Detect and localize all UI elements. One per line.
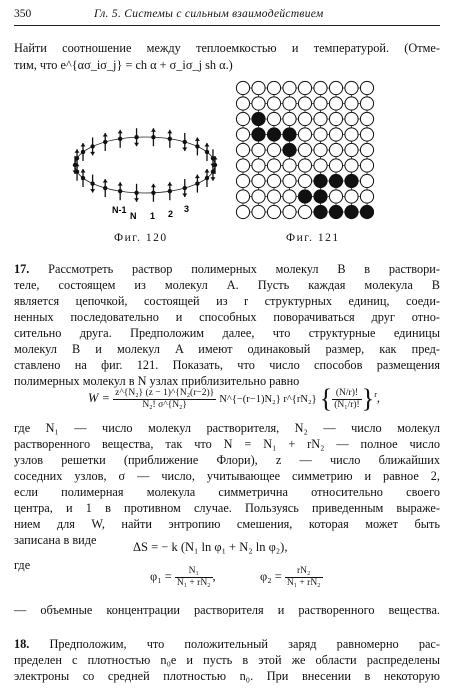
- solvent-site: [298, 159, 311, 172]
- problem-17-line-13: если полимерная молекула симметрична относительно своего: [14, 485, 440, 499]
- formula-w-brace-fraction: [332, 388, 361, 411]
- spin-site: [118, 189, 122, 193]
- formula-phi-2: [260, 566, 323, 589]
- problem-18-text-1: Предположим, что положительный заряд равномерно рас-: [49, 637, 440, 651]
- phi-2-numerator: rN₂: [285, 566, 323, 578]
- spin-up-arrowhead: [81, 143, 86, 147]
- spin-up-arrowhead: [151, 128, 156, 132]
- problem-17-line-6: молекул B и молекул A имеют одинаковый размер, как пред-: [14, 342, 440, 356]
- spin-site: [81, 150, 85, 154]
- solvent-site: [267, 81, 280, 94]
- solvent-site: [252, 81, 265, 94]
- problem-17-line-1: [14, 261, 440, 277]
- solvent-site: [267, 112, 280, 125]
- solvent-site: [345, 190, 358, 203]
- spin-up-arrowhead: [151, 184, 156, 187]
- solvent-site: [283, 81, 296, 94]
- polymer-site: [360, 205, 373, 218]
- spin-up-arrowhead: [118, 130, 123, 134]
- spin-down-arrowhead: [90, 152, 95, 155]
- spin-up-arrowhead: [167, 130, 172, 134]
- spin-up-arrowhead: [204, 143, 209, 147]
- spin-up-arrowhead: [75, 149, 80, 153]
- spin-site: [211, 156, 215, 160]
- solvent-site: [314, 128, 327, 141]
- spin-site: [205, 176, 209, 180]
- ring-label-n-minus-1: N-1: [112, 205, 127, 215]
- spin-down-arrowhead: [182, 147, 187, 151]
- header-rule: [14, 25, 440, 26]
- solvent-site: [360, 81, 373, 94]
- spin-down-arrowhead: [210, 177, 215, 181]
- spin-site: [211, 170, 215, 174]
- formula-w-denominator: N₂! σ^{N₂}: [142, 399, 187, 410]
- ring-label-n: N: [130, 211, 137, 221]
- solvent-site: [236, 143, 249, 156]
- solvent-site: [329, 159, 342, 172]
- figure-121-caption: Фиг. 121: [286, 232, 340, 244]
- solvent-site: [252, 174, 265, 187]
- phi-2-lhs: φ₂ =: [260, 569, 282, 584]
- phi-1-denominator: N₁ + rN₂: [176, 578, 211, 588]
- figure-121-lattice: [235, 80, 375, 220]
- problem-17-where: где: [14, 558, 31, 572]
- formula-phi-1: [150, 566, 216, 589]
- spin-site: [205, 150, 209, 154]
- polymer-site: [329, 174, 342, 187]
- spin-up-arrowhead: [81, 169, 86, 173]
- problem-17-line-12: соседних узлов, σ — число, учитывающее симметрию и равное 2,: [14, 469, 440, 483]
- solvent-site: [329, 97, 342, 110]
- spin-site: [195, 181, 199, 185]
- solvent-site: [298, 97, 311, 110]
- spin-site: [183, 140, 187, 144]
- formula-w-right-brace: }: [361, 384, 375, 413]
- spin-up-arrowhead: [118, 182, 123, 186]
- figure-120-caption: Фиг. 120: [114, 232, 168, 244]
- running-header: [14, 8, 440, 26]
- spin-site: [183, 186, 187, 190]
- solvent-site: [360, 112, 373, 125]
- intro-line-2: тим, что e^{ασ_iσ_j} = ch α + σ_iσ_j sh α.): [14, 58, 233, 72]
- ring-label-1: 1: [150, 211, 156, 221]
- solvent-site: [283, 112, 296, 125]
- solvent-site: [345, 159, 358, 172]
- problem-18-number: 18.: [14, 637, 30, 651]
- spin-down-arrowhead: [182, 194, 187, 198]
- spin-site: [118, 137, 122, 141]
- problem-17-line-10: растворенного вещества, так что N = N₁ + rN₂ — полное число: [14, 437, 440, 451]
- polymer-site: [252, 128, 265, 141]
- polymer-site: [283, 143, 296, 156]
- spin-site: [103, 186, 107, 190]
- solvent-site: [298, 174, 311, 187]
- solvent-site: [360, 128, 373, 141]
- solvent-site: [360, 97, 373, 110]
- spin-site: [90, 181, 94, 185]
- problem-17-line-8: полимерных молекул в N узлах приблизительно равно: [14, 374, 300, 388]
- solvent-site: [252, 97, 265, 110]
- solvent-site: [252, 159, 265, 172]
- formula-w-comma: ,: [376, 390, 380, 405]
- formula-w-middle: N^{−(r−1)N₂} r^{rN₂}: [219, 393, 317, 405]
- solvent-site: [236, 205, 249, 218]
- problem-17-line-7: ставлено на фиг. 121. Показать, что число способов размещения: [14, 358, 440, 372]
- solvent-site: [298, 205, 311, 218]
- problem-17-text-1: Рассмотреть раствор полимерных молекул B в раствори-: [48, 262, 440, 276]
- solvent-site: [298, 143, 311, 156]
- polymer-site: [283, 128, 296, 141]
- polymer-site: [298, 190, 311, 203]
- solvent-site: [298, 81, 311, 94]
- polymer-site: [329, 205, 342, 218]
- formula-w-left-brace: {: [319, 384, 333, 413]
- problem-17-tail: — объемные концентрации растворителя и растворенного вещества.: [14, 603, 440, 617]
- solvent-site: [345, 143, 358, 156]
- solvent-site: [314, 112, 327, 125]
- solvent-site: [267, 159, 280, 172]
- phi-1-lhs: φ₁ =: [150, 569, 172, 584]
- intro-line-1: Найти соотношение между теплоемкостью и температурой. (Отме-: [14, 41, 440, 55]
- problem-17-line-14: центра, и 1 в противном случае. Пользуясь приведенным выраже-: [14, 501, 440, 515]
- solvent-site: [298, 112, 311, 125]
- solvent-site: [236, 81, 249, 94]
- solvent-site: [283, 190, 296, 203]
- solvent-site: [314, 81, 327, 94]
- problem-17-line-2: теле, состоящем из молекул A. Пусть каждая молекула B: [14, 278, 440, 292]
- solvent-site: [283, 97, 296, 110]
- problem-17-line-11: узлов решетки (приближение Флори), z — число ближайших: [14, 453, 440, 467]
- polymer-site: [252, 112, 265, 125]
- spin-down-arrowhead: [90, 189, 95, 193]
- spin-down-arrowhead: [134, 198, 139, 202]
- spin-up-arrowhead: [103, 179, 108, 183]
- polymer-site: [345, 205, 358, 218]
- lattice-sites: [236, 81, 373, 218]
- ring-label-3: 3: [184, 204, 190, 214]
- solvent-site: [236, 128, 249, 141]
- solvent-site: [314, 159, 327, 172]
- solvent-site: [329, 112, 342, 125]
- solvent-site: [329, 81, 342, 94]
- solvent-site: [329, 128, 342, 141]
- spin-site: [134, 135, 138, 139]
- formula-w-power: r: [374, 389, 377, 399]
- solvent-site: [314, 97, 327, 110]
- solvent-site: [252, 205, 265, 218]
- phi-1-comma: ,: [212, 569, 216, 584]
- ring-label-2: 2: [168, 209, 174, 219]
- spin-site: [151, 135, 155, 139]
- phi-1-fraction: [175, 566, 213, 589]
- problem-18-line-1: [14, 636, 440, 652]
- solvent-site: [236, 97, 249, 110]
- spin-site: [90, 144, 94, 148]
- solvent-site: [267, 190, 280, 203]
- solvent-site: [329, 190, 342, 203]
- formula-w-fraction: [113, 388, 216, 411]
- spin-site: [168, 189, 172, 193]
- problem-17-line-4: ненных последовательно и способных поворачиваться друг отно-: [14, 310, 440, 324]
- solvent-site: [360, 143, 373, 156]
- polymer-site: [345, 174, 358, 187]
- solvent-site: [360, 159, 373, 172]
- solvent-site: [252, 143, 265, 156]
- spin-ring: [73, 128, 218, 202]
- ring-labels: [112, 204, 189, 221]
- solvent-site: [252, 190, 265, 203]
- solvent-site: [345, 97, 358, 110]
- phi-2-fraction: [285, 566, 323, 589]
- problem-17-line-5: сительно друга. Предположим далее, что структурные единицы: [14, 326, 440, 340]
- problem-17-line-16: записана в виде: [14, 533, 97, 547]
- solvent-site: [267, 174, 280, 187]
- solvent-site: [236, 174, 249, 187]
- solvent-site: [267, 143, 280, 156]
- problem-17-line-3: является цепочкой, состоящей из r структурных единиц, соеди-: [14, 294, 440, 308]
- problem-17-line-15: нием для W, найти энтропию смешения, которая может быть: [14, 517, 440, 531]
- solvent-site: [360, 190, 373, 203]
- spin-site: [168, 137, 172, 141]
- polymer-site: [314, 190, 327, 203]
- formula-w-brace-denominator: (N₁/r)!: [334, 399, 360, 410]
- problem-18-line-2: пределен с плотностью n₀e и пусть в этой же области распределены: [14, 653, 440, 667]
- solvent-site: [298, 128, 311, 141]
- solvent-site: [236, 190, 249, 203]
- formula-w: [88, 384, 380, 414]
- spin-up-arrowhead: [195, 137, 200, 141]
- solvent-site: [267, 97, 280, 110]
- figure-120-spin-ring: [60, 120, 230, 225]
- solvent-site: [345, 112, 358, 125]
- formula-w-numerator: z^{N₂} (z − 1)^{N₂(r−2)}: [115, 387, 215, 398]
- solvent-site: [236, 159, 249, 172]
- spin-up-arrowhead: [195, 175, 200, 179]
- spin-site: [81, 176, 85, 180]
- polymer-site: [267, 128, 280, 141]
- problem-17-number: 17.: [14, 262, 30, 276]
- solvent-site: [267, 205, 280, 218]
- formula-w-brace-numerator: (N/r)!: [332, 388, 361, 400]
- spin-down-arrowhead: [134, 143, 139, 147]
- spin-site: [151, 191, 155, 195]
- spin-site: [75, 156, 79, 160]
- solvent-site: [283, 205, 296, 218]
- spin-site: [195, 144, 199, 148]
- phi-2-denominator: N₁ + rN₂: [286, 578, 321, 588]
- spin-site: [103, 140, 107, 144]
- solvent-site: [345, 81, 358, 94]
- page-number: 350: [14, 8, 32, 20]
- solvent-site: [329, 143, 342, 156]
- ring-ellipse: [75, 137, 215, 193]
- solvent-site: [283, 174, 296, 187]
- polymer-site: [314, 205, 327, 218]
- phi-1-numerator: N₁: [175, 566, 213, 578]
- spin-site: [134, 191, 138, 195]
- solvent-site: [345, 128, 358, 141]
- solvent-site: [314, 143, 327, 156]
- solvent-site: [283, 159, 296, 172]
- formula-w-lhs: W =: [88, 390, 110, 405]
- formula-entropy: ΔS = − k (N₁ ln φ₁ + N₂ ln φ₂),: [133, 540, 288, 554]
- solvent-site: [236, 112, 249, 125]
- problem-17-line-9: где N₁ — число молекул растворителя, N₂ — число молекул: [14, 421, 440, 435]
- spin-up-arrowhead: [103, 133, 108, 137]
- spin-up-arrowhead: [204, 169, 209, 173]
- solvent-site: [360, 174, 373, 187]
- spin-up-arrowhead: [167, 182, 172, 186]
- problem-18-line-3: электроны со средней плотностью n₀. При внесении в некоторую: [14, 669, 440, 683]
- running-title: Гл. 5. Системы с сильным взаимодействием: [94, 8, 324, 20]
- polymer-site: [314, 174, 327, 187]
